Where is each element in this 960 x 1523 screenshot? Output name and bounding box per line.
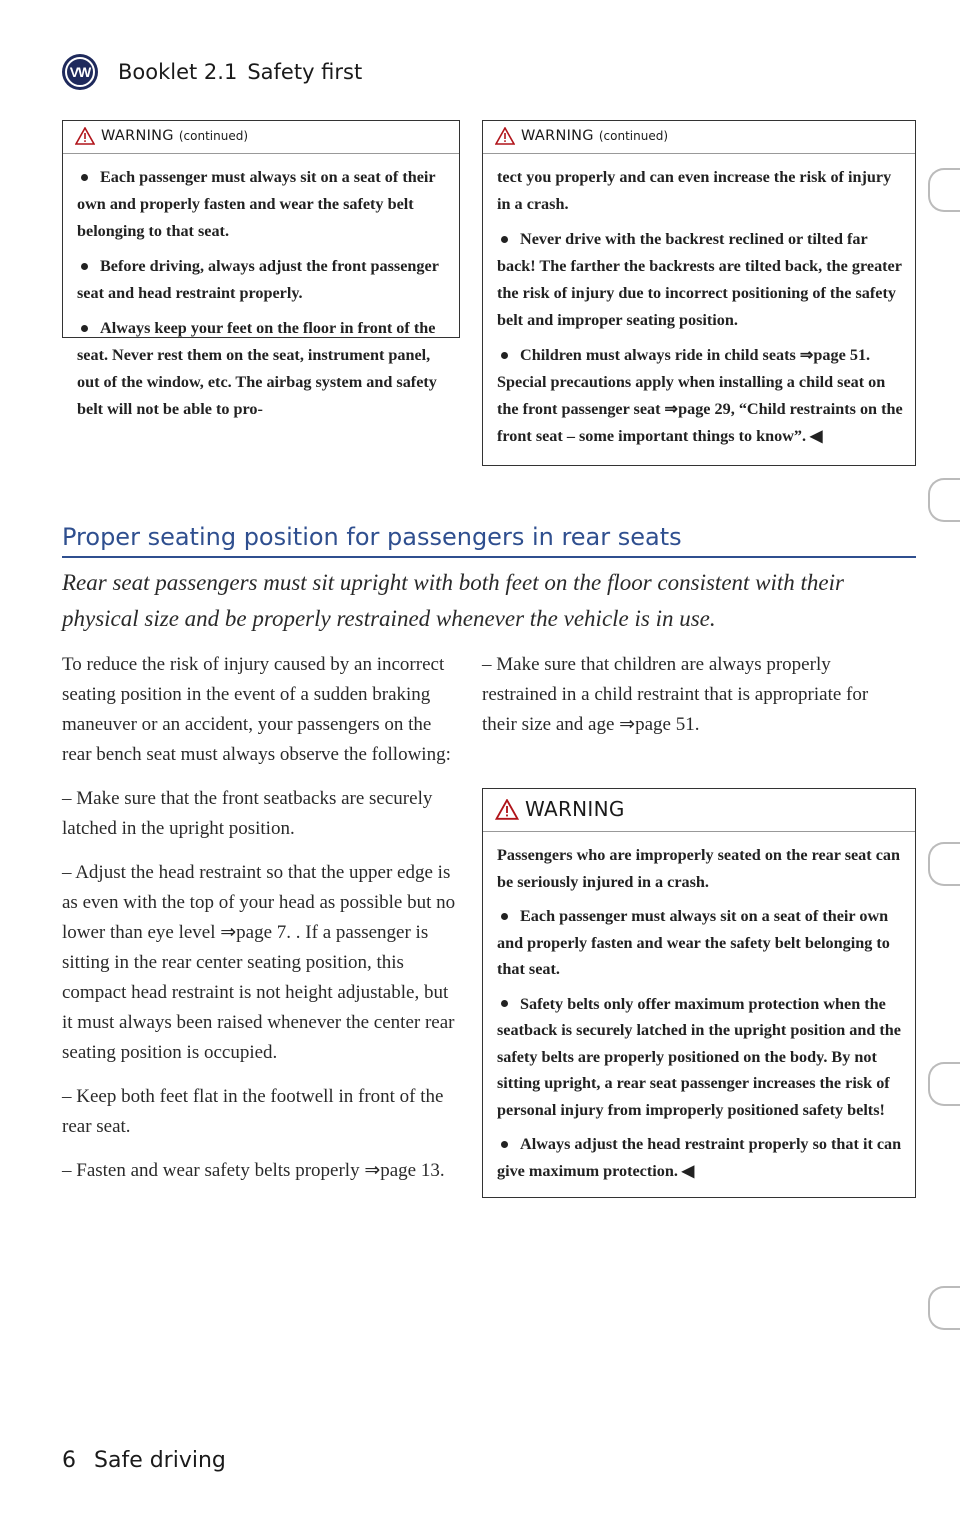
warning-header	[483, 121, 915, 154]
warning-body	[483, 154, 915, 464]
warning-header	[63, 121, 459, 154]
right-column	[482, 650, 902, 754]
section-title: Proper seating position for passengers in rear seats	[62, 523, 682, 551]
warning-label: WARNING	[521, 128, 594, 144]
vw-logo-icon: VW	[62, 54, 98, 90]
step-item: – Keep both feet flat in the footwell in front of the rear seat.	[62, 1086, 444, 1137]
warning-lead: tect you properly and can even increase the risk of injury in a crash.	[497, 168, 892, 213]
warning-header	[483, 789, 915, 832]
page-edge-tab	[928, 1286, 960, 1330]
step-item: – Make sure that the front seatbacks are securely latched in the upright position.	[62, 788, 433, 839]
header-title	[118, 60, 362, 84]
warning-item: Never drive with the backrest reclined or tilted far back! The farther the backrests are tilted back, the greater the risk of injury due to incorrect positioning of the safety belt and improper seating position.	[497, 230, 902, 329]
warning-triangle-icon	[495, 799, 519, 820]
warning-item: Before driving, always adjust the front passenger seat and head restraint properly.	[77, 257, 439, 302]
warning-item: Safety belts only offer maximum protection when the seatback is securely latched in the upright position and the safety belts are properly positioned on the body. By not sitting upright, a rear seat passenger increases the risk of personal injury from improperly positioned safety belts!	[497, 994, 901, 1119]
section-intro: Rear seat passengers must sit upright with both feet on the floor consistent with their physical size and be properly restrained whenever the vehicle is in use.	[62, 570, 844, 631]
warning-label: WARNING	[525, 797, 625, 821]
warning-body	[483, 832, 915, 1198]
continued-label: (continued)	[598, 129, 669, 143]
bullet-icon	[81, 263, 88, 270]
warning-box-continued-left	[62, 120, 460, 418]
page-footer	[62, 1448, 226, 1473]
bullet-icon	[501, 236, 508, 243]
warning-box-continued-right	[482, 120, 916, 466]
warning-body	[63, 154, 459, 437]
warning-item: Always keep your feet on the floor in front of the seat. Never rest them on the seat, instrument panel, out of the window, etc. The airbag system and safety belt will not be able to pro-	[77, 319, 437, 418]
bullet-icon	[501, 352, 508, 359]
page-header	[62, 52, 362, 92]
warning-item: Each passenger must always sit on a seat of their own and properly fasten and wear the safety belt belonging to that seat.	[77, 168, 436, 240]
page-edge-tab	[928, 1062, 960, 1106]
booklet-label: Booklet 2.1	[118, 60, 238, 84]
body-paragraph: To reduce the risk of injury caused by an incorrect seating position in the event of a sudden braking maneuver or an accident, your passengers on the rear bench seat must always observe the following:	[62, 654, 451, 765]
page-edge-tab	[928, 478, 960, 522]
page-edge-tab	[928, 842, 960, 886]
bullet-icon	[81, 325, 88, 332]
page-edge-tab	[928, 168, 960, 212]
warning-triangle-icon	[75, 127, 95, 145]
bullet-icon	[501, 1000, 508, 1007]
step-item: – Make sure that children are always properly restrained in a child restraint that is appropriate for their size and age ⇒page 51.	[482, 654, 869, 735]
step-item: – Adjust the head restraint so that the upper edge is as even with the top of your head as possible but no lower than eye level ⇒page 7. . If a passenger is sitting in the rear center seating position, this compact head restraint is not height adjustable, but it must always been raised whenever the center rear seating position is occupied.	[62, 862, 456, 1063]
bullet-icon	[501, 1141, 508, 1148]
page-number: 6	[62, 1448, 76, 1473]
section-divider	[62, 556, 916, 558]
warning-label: WARNING	[101, 128, 174, 144]
left-column	[62, 650, 462, 1200]
warning-box-main	[482, 788, 916, 1198]
warning-item: Each passenger must always sit on a seat of their own and properly fasten and wear the safety belt belonging to that seat.	[497, 907, 890, 978]
continued-label: (continued)	[178, 129, 249, 143]
warning-triangle-icon	[495, 127, 515, 145]
warning-item: Children must always ride in child seats ⇒page 51. Special precautions apply when installing a child seat on the front passenger seat ⇒page 29, “Child restraints on the front seat – some important things to know”. ◀	[497, 346, 903, 445]
chapter-label: Safety first	[247, 60, 363, 84]
bullet-icon	[81, 174, 88, 181]
footer-title: Safe driving	[94, 1448, 226, 1473]
bullet-icon	[501, 913, 508, 920]
warning-lead: Passengers who are improperly seated on the rear seat can be seriously injured in a crash.	[497, 846, 900, 891]
step-item: – Fasten and wear safety belts properly ⇒page 13.	[62, 1160, 445, 1181]
warning-item: Always adjust the head restraint properly so that it can give maximum protection. ◀	[497, 1135, 902, 1180]
